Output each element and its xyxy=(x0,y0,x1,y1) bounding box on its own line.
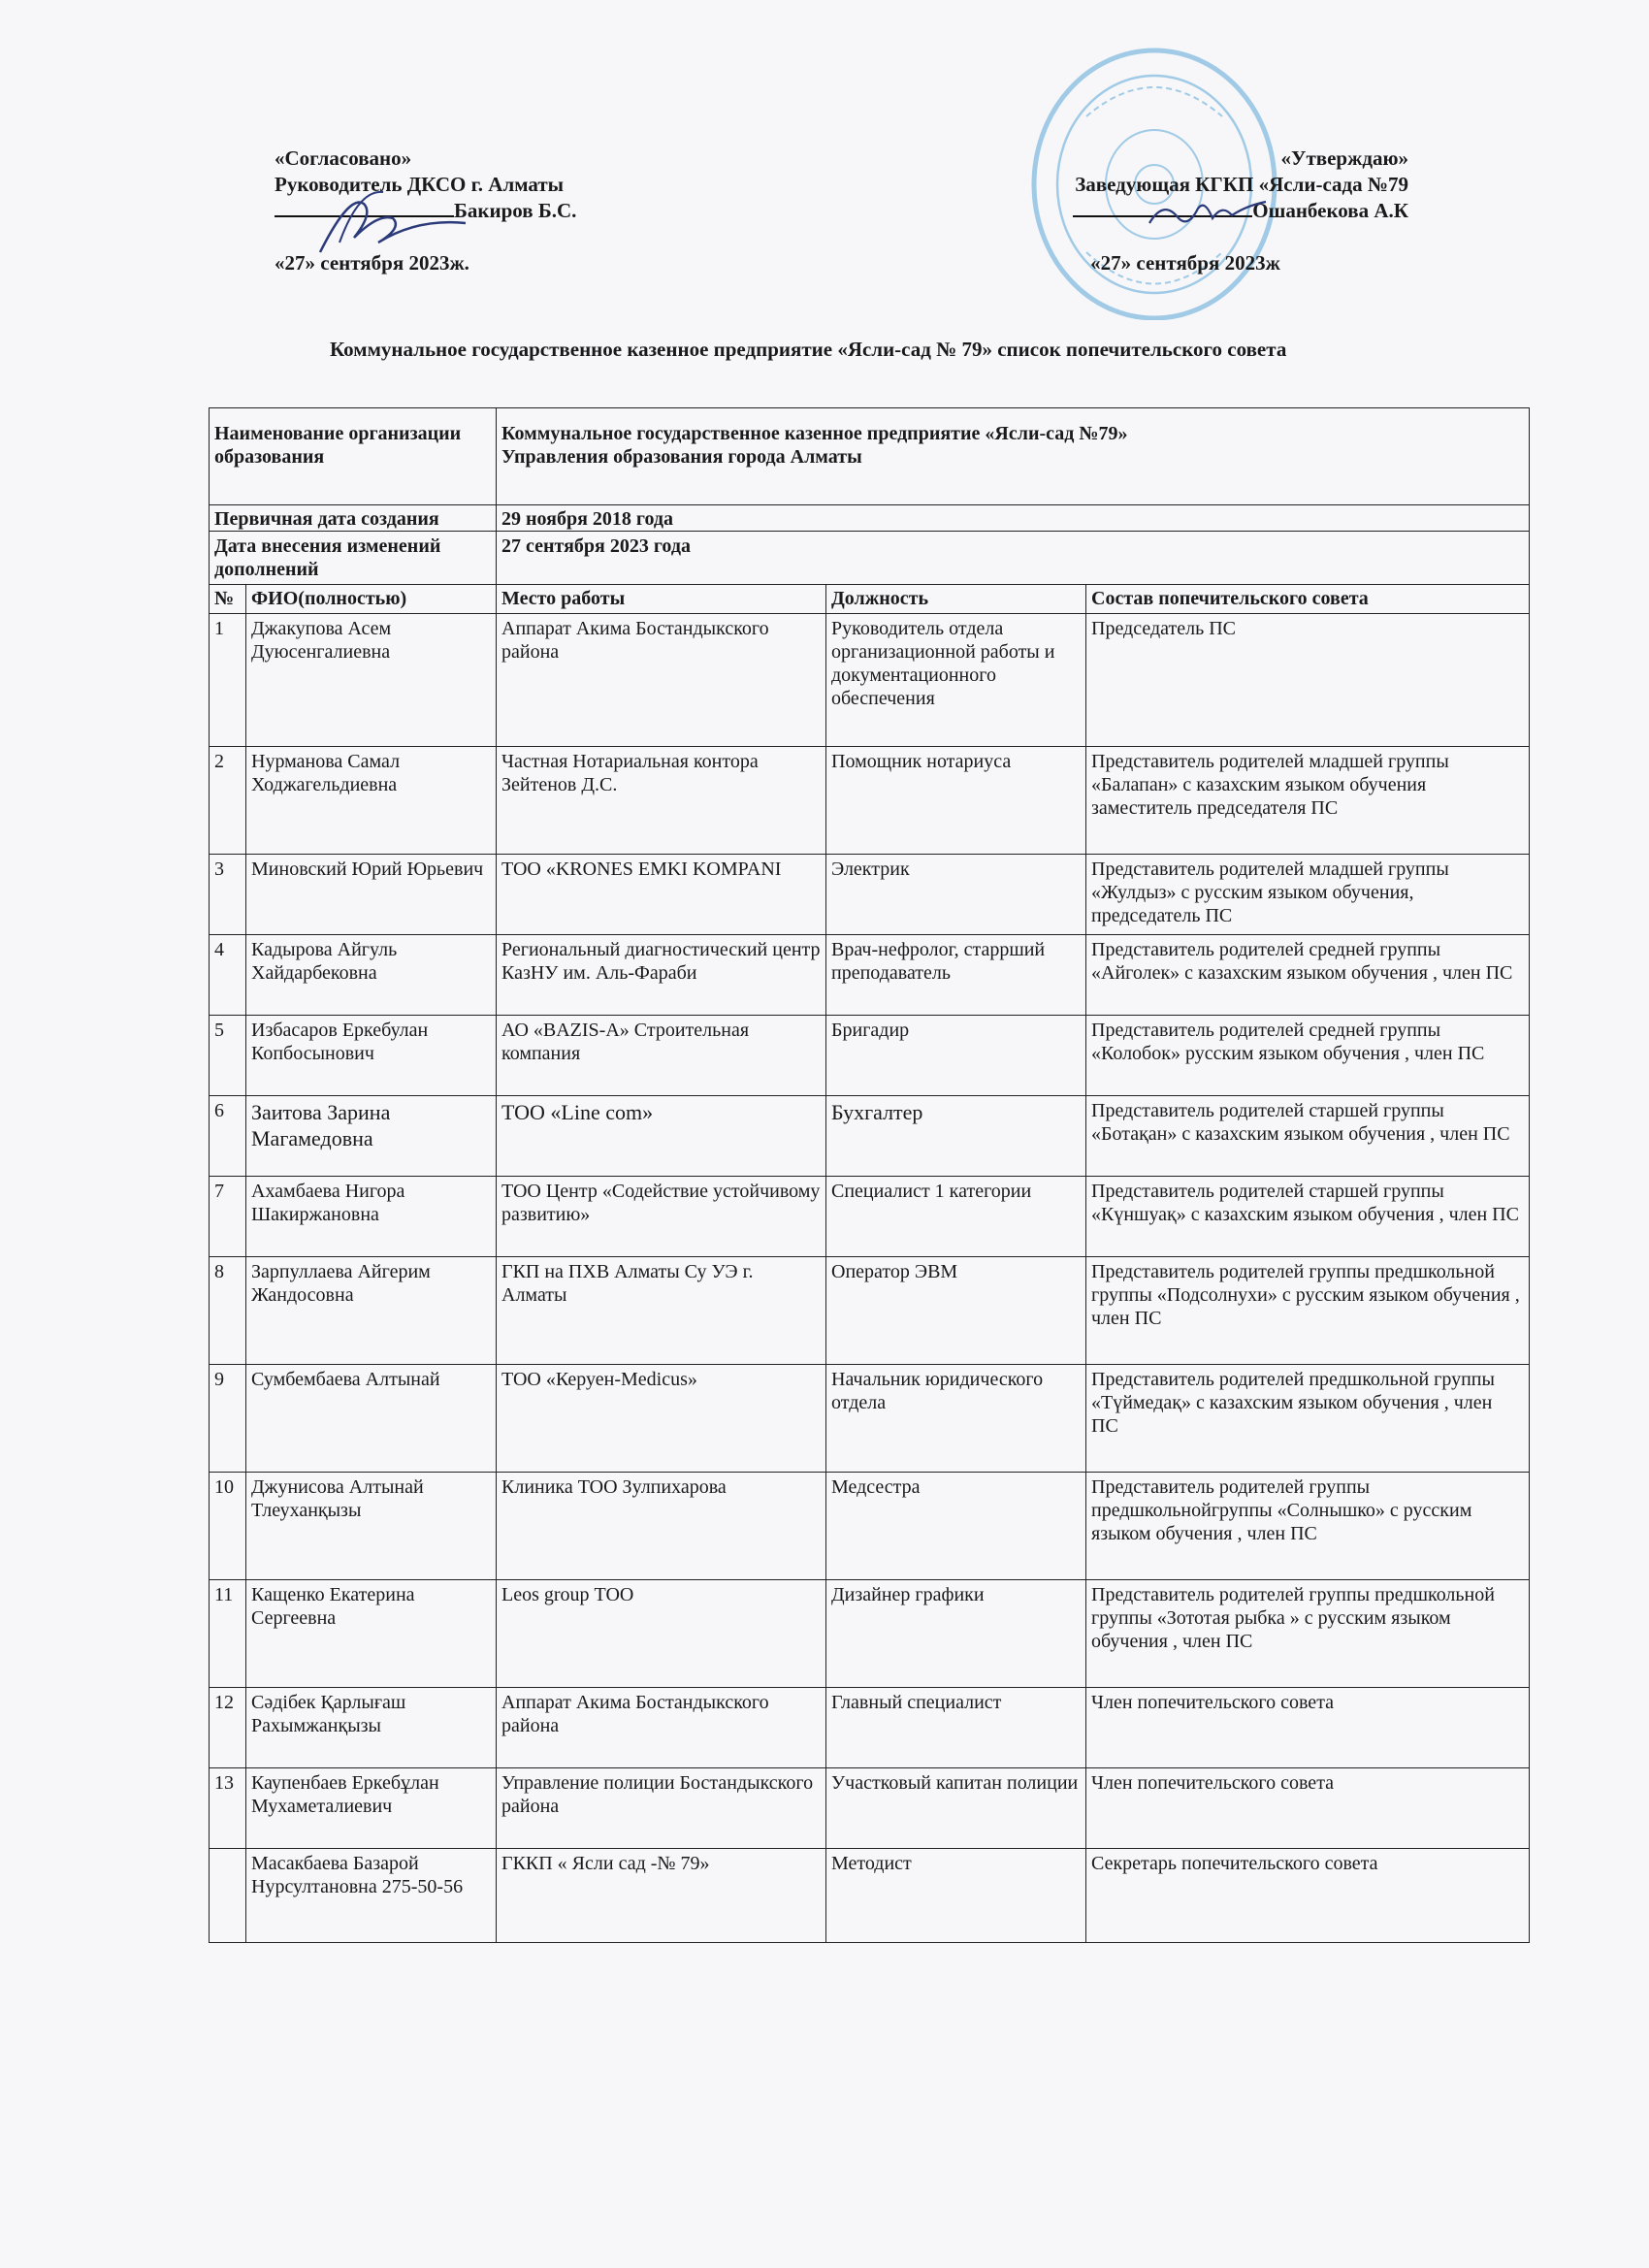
member-position: Бригадир xyxy=(826,1016,1086,1096)
member-role: Представитель родителей предшкольной группы «Түймедақ» с казахским языком обучения , член ПС xyxy=(1086,1365,1530,1473)
member-role: Представитель родителей группы предшкольнойгруппы «Солнышко» с русским языком обучения , член ПС xyxy=(1086,1473,1530,1580)
member-name: Заитова Зарина Магамедовна xyxy=(246,1096,497,1177)
member-work: Аппарат Акима Бостандыкского района xyxy=(497,614,826,747)
table-row xyxy=(210,1580,1530,1688)
member-work: ТОО «KRONES EMKI KOMPANI xyxy=(497,855,826,935)
member-num: 6 xyxy=(210,1096,246,1177)
member-position: Дизайнер графики xyxy=(826,1580,1086,1688)
table-row xyxy=(210,1016,1530,1096)
member-position: Оператор ЭВМ xyxy=(826,1257,1086,1365)
member-num: 1 xyxy=(210,614,246,747)
member-num: 11 xyxy=(210,1580,246,1688)
document-title: Коммунальное государственное казенное предприятие «Ясли-сад № 79» список попечительского совета xyxy=(330,338,1287,361)
handwritten-signature-right-icon xyxy=(1145,194,1271,233)
member-work: Частная Нотариальная контора Зейтенов Д.С. xyxy=(497,747,826,855)
member-position: Врач-нефролог, старрший преподаватель xyxy=(826,935,1086,1016)
member-work: ТОО «Line com» xyxy=(497,1096,826,1177)
member-name: Нурманова Самал Ходжагельдиевна xyxy=(246,747,497,855)
approval-left-title: «Согласовано» xyxy=(275,146,412,170)
created-date-label: Первичная дата создания xyxy=(210,505,497,532)
table-row xyxy=(210,1688,1530,1768)
member-num: 5 xyxy=(210,1016,246,1096)
table-row xyxy=(210,1257,1530,1365)
approval-left-date: «27» сентября 2023ж. xyxy=(275,251,469,275)
col-header-name: ФИО(полностью) xyxy=(246,585,497,614)
org-name-value xyxy=(497,408,1530,505)
member-role: Председатель ПС xyxy=(1086,614,1530,747)
member-work: Клиника ТОО Зулпихарова xyxy=(497,1473,826,1580)
member-role: Представитель родителей средней группы «Колобок» русским языком обучения , член ПС xyxy=(1086,1016,1530,1096)
member-role: Секретарь попечительского совета xyxy=(1086,1849,1530,1943)
member-role: Представитель родителей группы предшкольной группы «Подсолнухи» с русским языком обучения , член ПС xyxy=(1086,1257,1530,1365)
member-num xyxy=(210,1849,246,1943)
table-row xyxy=(210,1177,1530,1257)
member-role: Представитель родителей старшей группы «Ботақан» с казахским языком обучения , член ПС xyxy=(1086,1096,1530,1177)
approval-right-position: Заведующая КГКП «Ясли-сада №79 xyxy=(1075,173,1408,196)
org-name-row xyxy=(210,408,1530,505)
member-work: Управление полиции Бостандыкского района xyxy=(497,1768,826,1849)
member-work: Leos group ТОО xyxy=(497,1580,826,1688)
member-num: 2 xyxy=(210,747,246,855)
column-header-row xyxy=(210,585,1530,614)
member-work: Региональный диагностический центр КазНУ им. Аль-Фараби xyxy=(497,935,826,1016)
member-role: Представитель родителей средней группы «Айголек» с казахским языком обучения , член ПС xyxy=(1086,935,1530,1016)
table-row xyxy=(210,747,1530,855)
col-header-position: Должность xyxy=(826,585,1086,614)
member-work: ТОО «Керуен-Medicus» xyxy=(497,1365,826,1473)
table-row xyxy=(210,1849,1530,1943)
member-num: 12 xyxy=(210,1688,246,1768)
member-num: 13 xyxy=(210,1768,246,1849)
member-position: Участковый капитан полиции xyxy=(826,1768,1086,1849)
table-row xyxy=(210,1768,1530,1849)
member-num: 4 xyxy=(210,935,246,1016)
table-row xyxy=(210,935,1530,1016)
member-role: Представитель родителей младшей группы «Балапан» с казахским языком обучения заместитель председателя ПС xyxy=(1086,747,1530,855)
member-work: Аппарат Акима Бостандыкского района xyxy=(497,1688,826,1768)
approval-right-title: «Утверждаю» xyxy=(1280,146,1408,170)
member-position: Главный специалист xyxy=(826,1688,1086,1768)
member-work: ГККП « Ясли сад -№ 79» xyxy=(497,1849,826,1943)
member-position: Электрик xyxy=(826,855,1086,935)
col-header-role: Состав попечительского совета xyxy=(1086,585,1530,614)
member-position: Помощник нотариуса xyxy=(826,747,1086,855)
member-position: Начальник юридического отдела xyxy=(826,1365,1086,1473)
member-role: Представитель родителей группы предшкольной группы «Зототая рыбка » с русским языком обучения , член ПС xyxy=(1086,1580,1530,1688)
member-num: 7 xyxy=(210,1177,246,1257)
changes-date-row xyxy=(210,532,1530,585)
member-position: Медсестра xyxy=(826,1473,1086,1580)
changes-date-label: Дата внесения изменений дополнений xyxy=(210,532,497,585)
col-header-work: Место работы xyxy=(497,585,826,614)
member-position: Бухгалтер xyxy=(826,1096,1086,1177)
member-name: Джакупова Асем Дуюсенгалиевна xyxy=(246,614,497,747)
table-row xyxy=(210,1096,1530,1177)
member-name: Кащенко Екатерина Сергеевна xyxy=(246,1580,497,1688)
created-date-value: 29 ноября 2018 года xyxy=(497,505,1530,532)
member-num: 8 xyxy=(210,1257,246,1365)
member-name: Масакбаева Базарой Нурсултановна 275-50-56 xyxy=(246,1849,497,1943)
org-name-value-line-1: Коммунальное государственное казенное предприятие «Ясли-сад №79» xyxy=(501,423,1128,444)
member-role: Представитель родителей младшей группы «Жулдыз» с русским языком обучения, председатель ПС xyxy=(1086,855,1530,935)
member-position: Методист xyxy=(826,1849,1086,1943)
member-role: Представитель родителей старшей группы «Күншуақ» с казахским языком обучения , член ПС xyxy=(1086,1177,1530,1257)
member-num: 3 xyxy=(210,855,246,935)
member-work: АО «BAZIS-A» Строительная компания xyxy=(497,1016,826,1096)
member-name: Зарпуллаева Айгерим Жандосовна xyxy=(246,1257,497,1365)
trustee-council-table xyxy=(209,407,1530,1943)
approval-right-date: «27» сентября 2023ж xyxy=(1090,251,1280,275)
member-name: Ахамбаева Нигора Шакиржановна xyxy=(246,1177,497,1257)
member-num: 10 xyxy=(210,1473,246,1580)
member-name: Джунисова Алтынай Тлеуханқызы xyxy=(246,1473,497,1580)
member-position: Руководитель отдела организационной работы и документационного обеспечения xyxy=(826,614,1086,747)
member-work: ГКП на ПХВ Алматы Су УЭ г. Алматы xyxy=(497,1257,826,1365)
member-role: Член попечительского совета xyxy=(1086,1768,1530,1849)
table-row xyxy=(210,855,1530,935)
created-date-row xyxy=(210,505,1530,532)
table-row xyxy=(210,614,1530,747)
table-row xyxy=(210,1473,1530,1580)
member-name: Избасаров Еркебулан Копбосынович xyxy=(246,1016,497,1096)
handwritten-signature-left-icon xyxy=(310,184,475,262)
approval-left-signer: Бакиров Б.С. xyxy=(454,199,577,222)
member-role: Член попечительского совета xyxy=(1086,1688,1530,1768)
member-num: 9 xyxy=(210,1365,246,1473)
org-name-label: Наименование организации образования xyxy=(210,408,497,505)
approval-left-position: Руководитель ДКСО г. Алматы xyxy=(275,173,565,196)
member-name: Миновский Юрий Юрьевич xyxy=(246,855,497,935)
member-name: Кадырова Айгуль Хайдарбековна xyxy=(246,935,497,1016)
member-name: Сумбембаева Алтынай xyxy=(246,1365,497,1473)
org-name-value-line-2: Управления образования города Алматы xyxy=(501,446,862,468)
approval-right-signer: Ошанбекова А.К xyxy=(1252,199,1408,222)
col-header-num: № xyxy=(210,585,246,614)
member-name: Сәдібек Қарлығаш Рахымжанқызы xyxy=(246,1688,497,1768)
member-position: Специалист 1 категории xyxy=(826,1177,1086,1257)
table-row xyxy=(210,1365,1530,1473)
member-work: ТОО Центр «Содействие устойчивому развитию» xyxy=(497,1177,826,1257)
member-name: Каупенбаев Еркебұлан Мухаметалиевич xyxy=(246,1768,497,1849)
changes-date-value: 27 сентября 2023 года xyxy=(497,532,1530,585)
